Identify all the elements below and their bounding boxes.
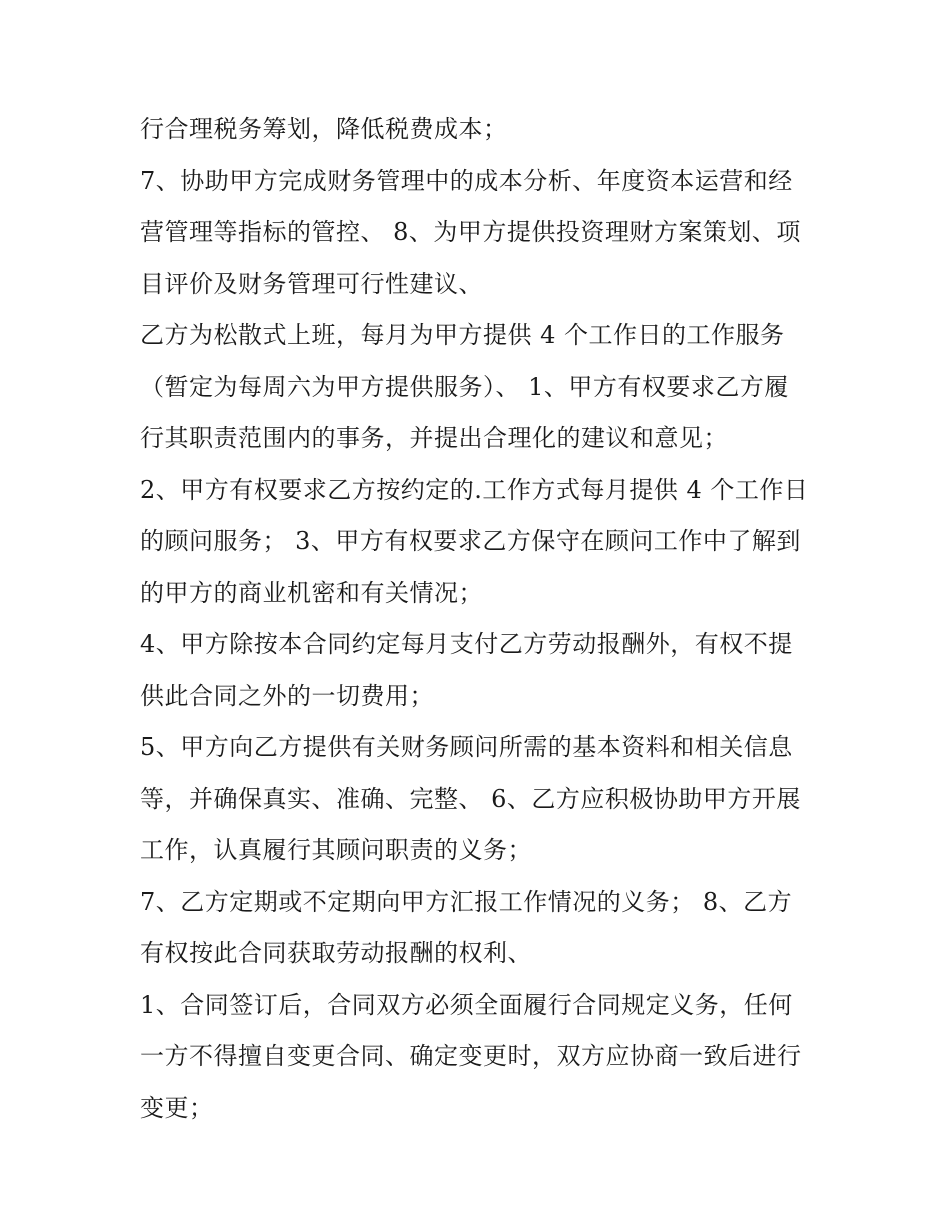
text-line: 4、甲方除按本合同约定每月支付乙方劳动报酬外，有权不提: [140, 630, 793, 658]
text-line: 一方不得擅自变更合同、确定变更时，双方应协商一致后进行: [140, 1042, 802, 1070]
text-line: 乙方为松散式上班，每月为甲方提供 4 个工作日的工作服务: [140, 321, 785, 349]
text-line: （暂定为每周六为甲方提供服务）、 1、甲方有权要求乙方履: [140, 372, 789, 401]
text-line: 1、合同签订后，合同双方必须全面履行合同规定义务，任何: [140, 990, 793, 1019]
text-line: 变更；: [140, 1093, 214, 1122]
text-line: 行合理税务筹划，降低税费成本；: [140, 115, 508, 143]
text-line: 7、协助甲方完成财务管理中的成本分析、年度资本运营和经: [140, 166, 793, 195]
text-line: 的顾问服务； 3、甲方有权要求乙方保守在顾问工作中了解到: [140, 527, 801, 555]
text-line: 行其职责范围内的事务，并提出合理化的建议和意见；: [140, 424, 728, 452]
text-line: 7、乙方定期或不定期向甲方汇报工作情况的义务； 8、乙方: [140, 887, 793, 916]
text-line: 等，并确保真实、准确、完整、 6、乙方应积极协助甲方开展: [140, 784, 801, 813]
text-line: 有权按此合同获取劳动报酬的权利、: [140, 939, 532, 967]
document-body: [140, 104, 820, 1134]
text-line: 供此合同之外的一切费用；: [140, 681, 434, 710]
text-line: 5、甲方向乙方提供有关财务顾问所需的基本资料和相关信息: [140, 733, 793, 761]
text-line: 工作，认真履行其顾问职责的义务；: [140, 836, 532, 864]
text-line: 营管理等指标的管控、 8、为甲方提供投资理财方案策划、项: [140, 218, 801, 246]
text-line: 2、甲方有权要求乙方按约定的.工作方式每月提供 4 个工作日: [140, 475, 809, 504]
text-line: 目评价及财务管理可行性建议、: [140, 269, 483, 298]
text-line: 的甲方的商业机密和有关情况；: [140, 578, 483, 607]
